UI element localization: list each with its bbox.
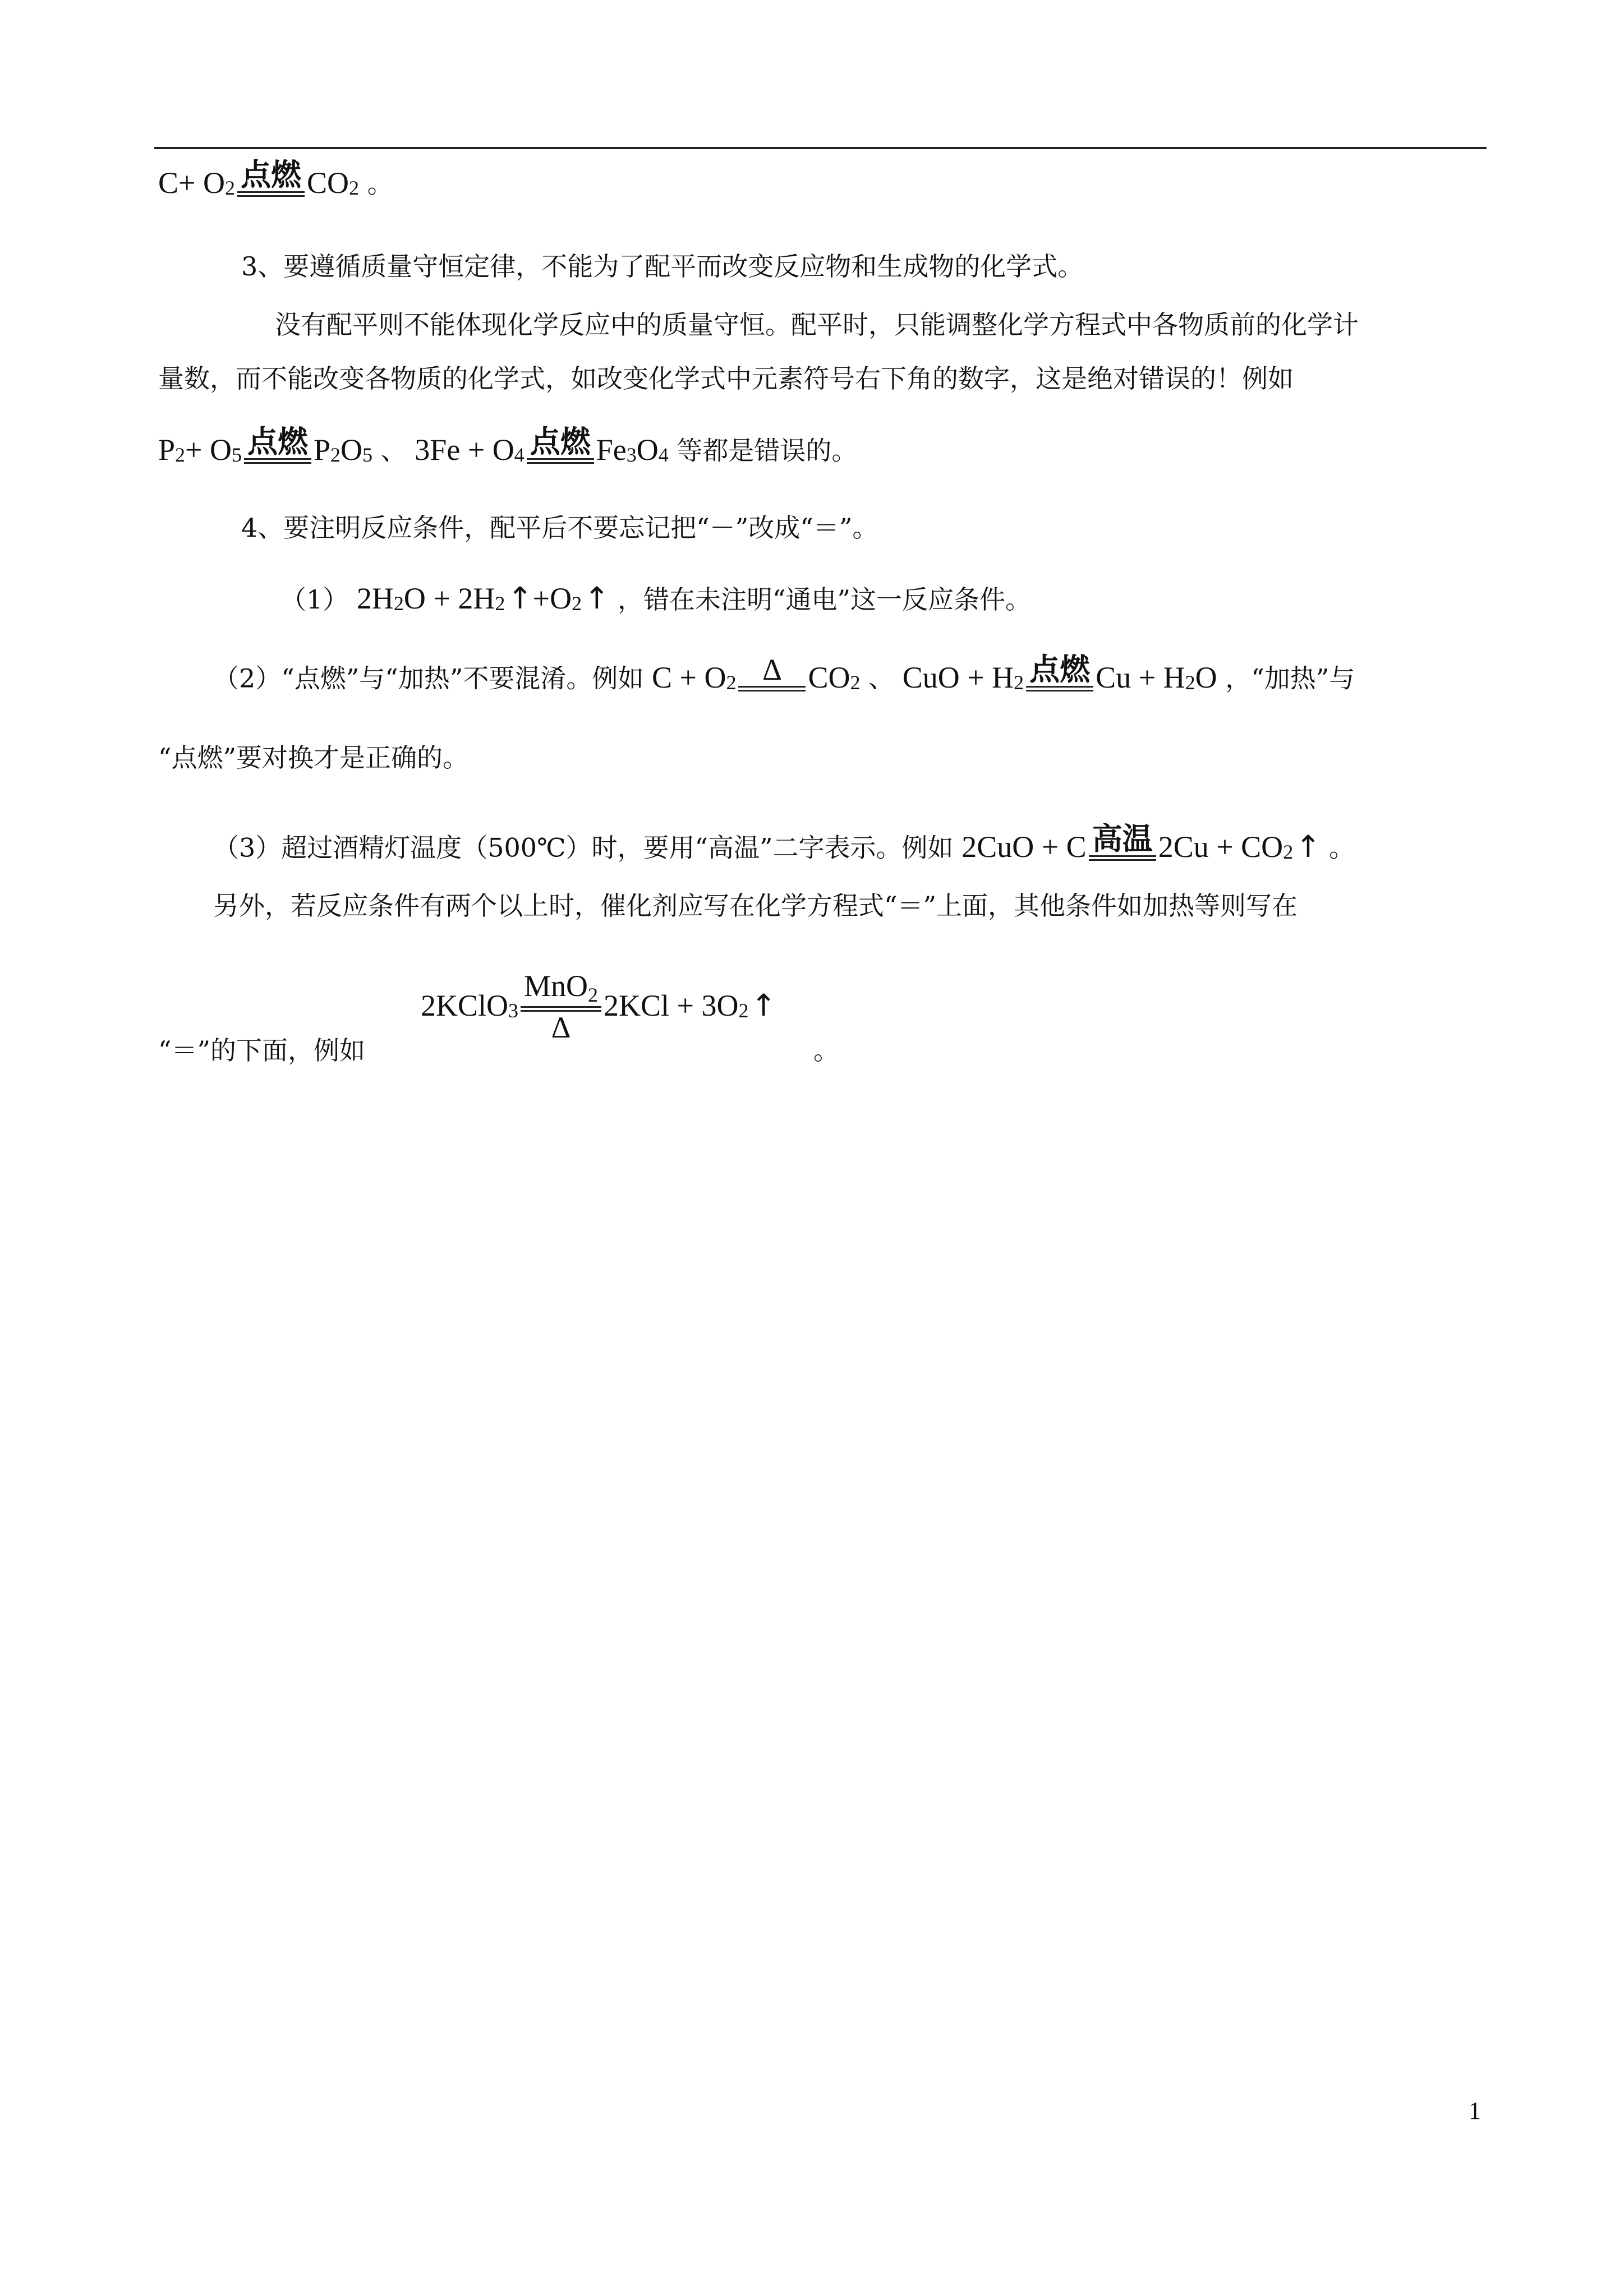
up-arrow-icon: ↑ [584, 580, 610, 616]
paragraph-text: “点燃”要对换才是正确的。 [158, 743, 469, 773]
up-arrow-icon: ↑ [507, 580, 533, 616]
equation-c-o2-heat: C + O 2 Δ CO 2 [651, 653, 861, 694]
up-arrow-icon: ↑ [751, 988, 776, 1023]
equation-line-wrong-examples: P 2 + O 5 点燃 P 2 O 5 、 3Fe + O 4 点燃 Fe 3 O 4 等都是错误的。 [158, 424, 858, 467]
example-2: （2）“点燃”与“加热”不要混淆。例如 C + O 2 Δ CO 2 、 CuO + H 2 点燃 Cu + H 2 O ，“加热”与 [213, 652, 1355, 694]
example-3: （3）超过酒精灯温度（500℃）时，要用“高温”二字表示。例如 2CuO + C 高温 2Cu + CO 2 ↑ 。 [213, 821, 1355, 864]
reaction-condition: 点燃 [244, 426, 311, 464]
reaction-condition: 点燃 [237, 159, 305, 197]
example-1: （1） 2H 2 O + 2H 2 ↑ +O 2 ↑ ，错在未注明“通电”这一反应条件。 [280, 580, 1031, 616]
reaction-condition: MnO$_2$ Δ [521, 970, 601, 1043]
equation-fe-o4: 3Fe + O 4 点燃 Fe 3 O 4 [415, 424, 669, 467]
page-number: 1 [1469, 2097, 1481, 2124]
equation-cuo-h2: CuO + H 2 点燃 Cu + H 2 O [902, 652, 1217, 694]
equation-kclo3: 2KClO 3 MnO$_2$ Δ 2KCl + 3O 2 ↑ [421, 969, 776, 1044]
equation-c-o2: C + O 2 点燃 CO 2 [158, 157, 359, 200]
equation-line-kclo3 [421, 948, 776, 1044]
paragraph-text: 另外，若反应条件有两个以上时，催化剂应写在化学方程式“＝”上面，其他条件如加热等则写在 [213, 891, 1298, 921]
paragraph-text: “＝”的下面，例如 [158, 1035, 366, 1066]
punctuation: 。 [367, 168, 393, 199]
paragraph-text: 量数，而不能改变各物质的化学式，如改变化学式中元素符号右下角的数字，这是绝对错误的！例如 [158, 363, 1294, 394]
punctuation: 。 [813, 1035, 839, 1066]
paragraph-rule-4: 4、要注明反应条件，配平后不要忘记把“－”改成“＝”。 [241, 513, 878, 543]
paragraph-rule-3: 3、要遵循质量守恒定律，不能为了配平而改变反应物和生成物的化学式。 [241, 251, 1084, 282]
header-rule [154, 147, 1487, 149]
paragraph-text: 没有配平则不能体现化学反应中的质量守恒。配平时，只能调整化学方程式中各物质前的化学计 [275, 310, 1359, 340]
up-arrow-icon: ↑ [1295, 828, 1321, 864]
reaction-condition: 点燃 [1026, 654, 1093, 691]
equation-p2-o5: P 2 + O 5 点燃 P 2 O 5 [158, 424, 373, 467]
reaction-condition: 点燃 [527, 426, 594, 464]
equation-cuo-c: 2CuO + C 高温 2Cu + CO 2 ↑ [961, 821, 1321, 864]
equation-line-1 [158, 157, 393, 200]
reaction-condition: 高温 [1089, 823, 1156, 861]
equation-water-electrolysis: 2H 2 O + 2H 2 ↑ +O 2 ↑ [356, 580, 610, 616]
reaction-condition: Δ [738, 654, 806, 691]
